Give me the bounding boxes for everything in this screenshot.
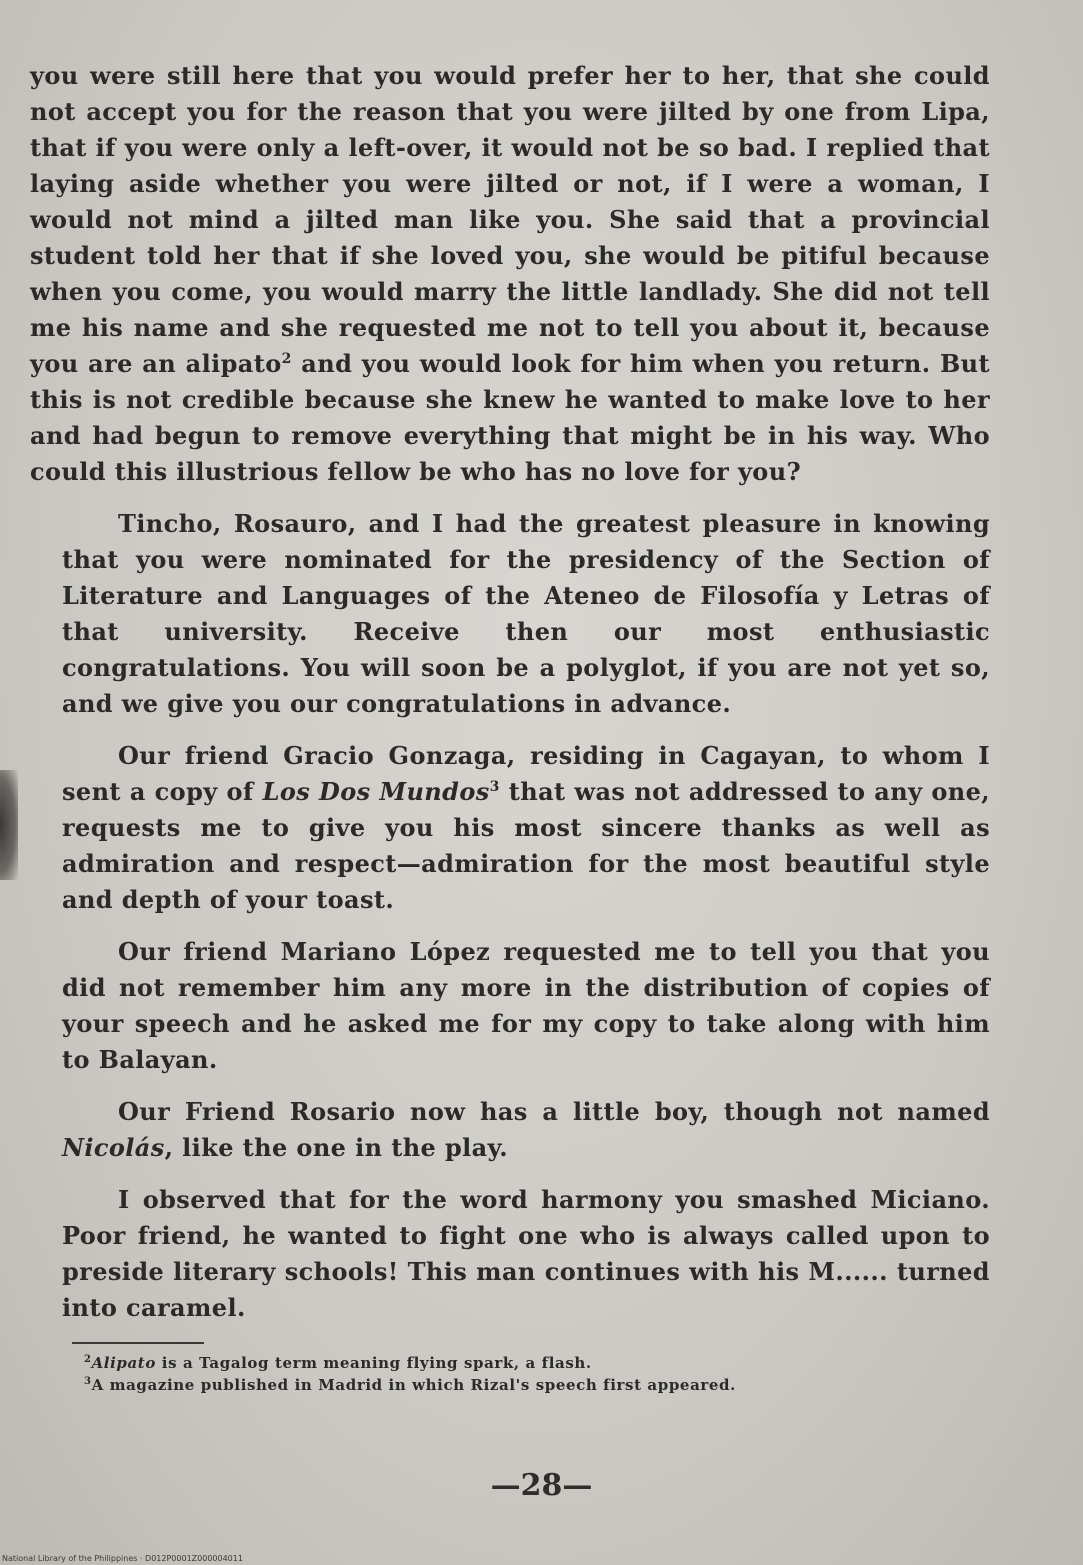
paragraph	[30, 58, 990, 490]
paragraph	[62, 934, 990, 1078]
text-run: A magazine published in Madrid in which Rizal's speech first appeared.	[91, 1376, 736, 1394]
text-run: Our friend Mariano López requested me to tell you that you did not remember him any more in the distribution of copies of your speech and he asked me for my copy to take along with him to Balayan.	[62, 937, 990, 1074]
italic-text: Alipato	[91, 1354, 156, 1372]
text-run: Our friend Gracio Gonzaga, residing in Cagayan, to whom I sent a copy of	[62, 741, 990, 806]
text-run: that was not addressed to any one, requests me to give you his most sincere thanks as well as admiration and respect—admiration for the most beautiful style and depth of your toast.	[62, 777, 991, 914]
footnote	[84, 1374, 990, 1396]
text-run: and you would look for him when you return. But this is not credible because she knew he wanted to make love to her and had begun to remove everything that might be in his way. Who could this illustrious fellow be who has no love for you?	[30, 349, 990, 486]
binding-shadow	[0, 770, 18, 880]
archive-credit: National Library of the Philippines · D012P0001Z000004011	[2, 1554, 243, 1563]
text-run: is a Tagalog term meaning flying spark, a flash.	[155, 1354, 592, 1372]
footnote-number: 2	[84, 1354, 92, 1365]
footnote-rule	[72, 1342, 204, 1344]
letter-text	[30, 58, 991, 1326]
page-body	[30, 58, 991, 1396]
footnote-marker: 2	[281, 351, 292, 367]
footnote	[84, 1352, 990, 1374]
paragraph	[62, 1182, 990, 1326]
footnotes	[62, 1352, 990, 1396]
text-run: Our Friend Rosario now has a little boy, though not named	[118, 1097, 990, 1126]
text-run: I observed that for the word harmony you smashed Miciano. Poor friend, he wanted to fight one who is always called upon to preside literary schools! This man continues with his M...... turned into caramel.	[62, 1185, 990, 1322]
text-run: , like the one in the play.	[164, 1133, 508, 1162]
paragraph	[62, 738, 990, 918]
paragraph	[62, 1094, 990, 1166]
italic-text: Nicolás	[62, 1133, 165, 1162]
page-number: —28—	[490, 1468, 593, 1503]
footnote-marker: 3	[489, 779, 500, 795]
text-run: Tincho, Rosauro, and I had the greatest pleasure in knowing that you were nominated for the presidency of the Section of Literature and Languages of the Ateneo de Filosofía y Letras of that university. Receive then our most enthusiastic congratulations. You will soon be a polyglot, if you are not yet so, and we give you our congratulations in advance.	[62, 509, 990, 718]
footnote-number: 3	[84, 1376, 92, 1387]
text-run: you were still here that you would prefer her to her, that she could not accept you for the reason that you were jilted by one from Lipa, that if you were only a left-over, it would not be so bad. I replied that laying aside whether you were jilted or not, if I were a woman, I would not mind a jilted man like you. She said that a provincial student told her that if she loved you, she would be pitiful because when you come, you would marry the little landlady. She did not tell me his name and she requested me not to tell you about it, because you are an alipato	[30, 61, 990, 378]
paragraph	[62, 506, 990, 722]
italic-text: Los Dos Mundos	[262, 777, 490, 806]
